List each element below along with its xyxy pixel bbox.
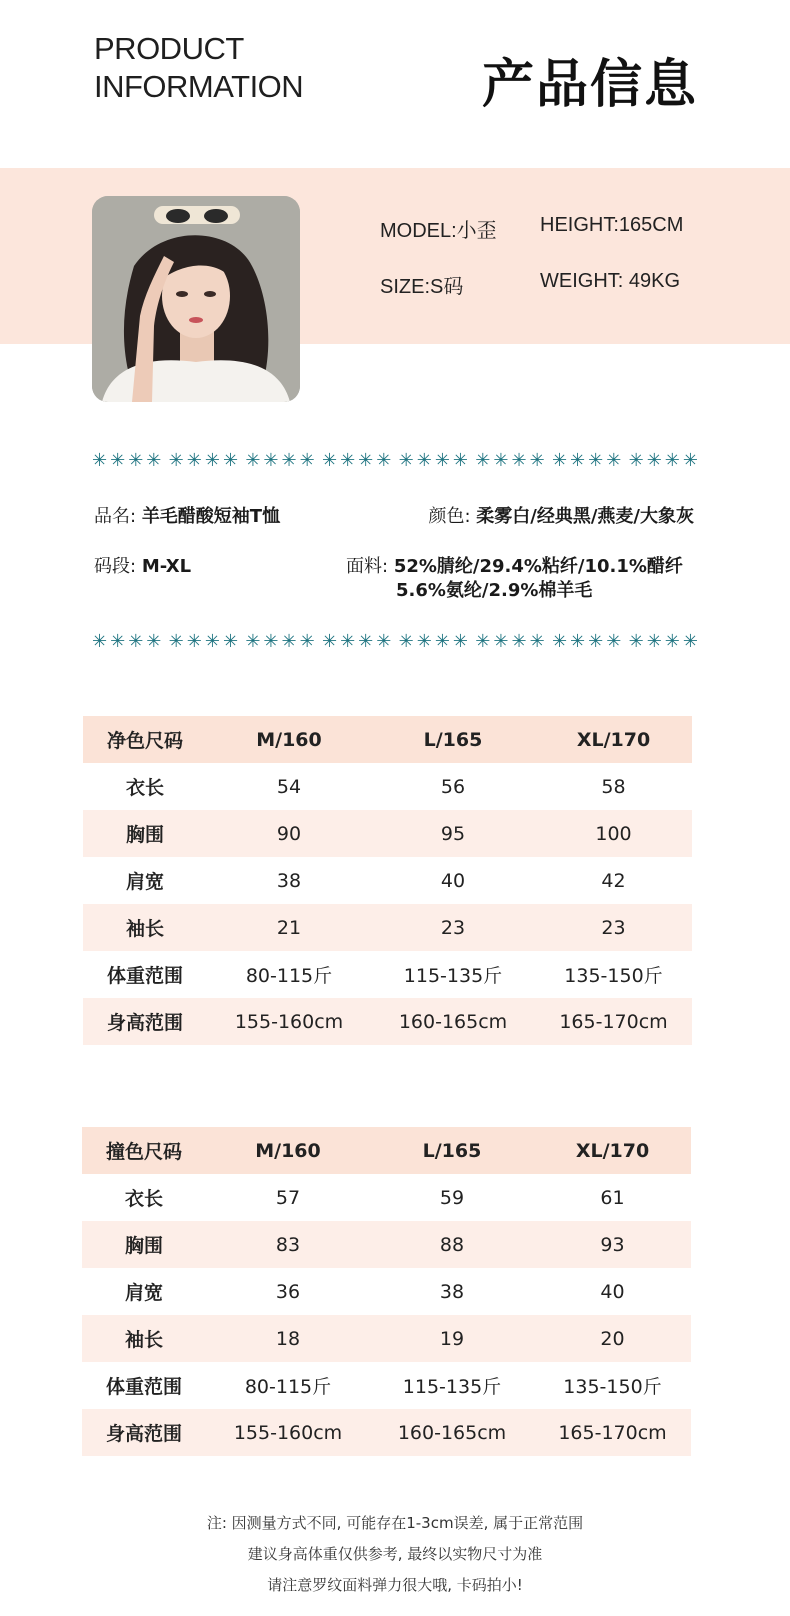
table-row-label: 胸围 bbox=[83, 810, 207, 857]
product-fabric-value-line2: 5.6%氨纶/2.9%棉羊毛 bbox=[396, 580, 593, 601]
star-icon: ✳ bbox=[168, 450, 184, 471]
star-icon: ✳ bbox=[376, 450, 392, 471]
star-icon: ✳ bbox=[186, 631, 202, 652]
star-icon: ✳ bbox=[358, 631, 374, 652]
table-header-size: M/160 bbox=[206, 1127, 370, 1174]
star-icon: ✳ bbox=[511, 450, 527, 471]
star-icon: ✳ bbox=[511, 631, 527, 652]
star-icon: ✳ bbox=[452, 450, 468, 471]
star-icon: ✳ bbox=[222, 450, 239, 471]
model-photo bbox=[92, 196, 300, 402]
star-icon: ✳ bbox=[529, 631, 545, 652]
star-icon: ✳ bbox=[340, 450, 356, 471]
star-icon: ✳ bbox=[281, 450, 297, 471]
table-cell: 59 bbox=[439, 1186, 465, 1209]
table-cell: 95 bbox=[371, 810, 535, 857]
star-icon: ✳ bbox=[416, 450, 432, 471]
table-cell: 100 bbox=[535, 810, 692, 857]
star-icon: ✳ bbox=[146, 450, 162, 471]
table-row bbox=[83, 904, 692, 951]
star-icon: ✳ bbox=[682, 450, 698, 471]
star-divider-top bbox=[92, 449, 698, 473]
star-group bbox=[245, 633, 314, 651]
note-rib-fabric: 请注意罗纹面料弹力很大哦, 卡码拍小! bbox=[267, 1576, 523, 1594]
star-icon: ✳ bbox=[606, 450, 622, 471]
table-header-row bbox=[82, 1127, 691, 1174]
table-row bbox=[82, 1268, 691, 1315]
star-icon: ✳ bbox=[321, 450, 338, 471]
star-icon: ✳ bbox=[168, 631, 184, 652]
table-row-label: 衣长 bbox=[124, 1188, 163, 1210]
title-english-line2: INFORMATION bbox=[94, 69, 304, 104]
star-icon: ✳ bbox=[128, 450, 144, 471]
table-cell: 61 bbox=[600, 1186, 625, 1209]
star-icon: ✳ bbox=[664, 450, 680, 471]
star-icon: ✳ bbox=[416, 631, 432, 652]
table-cell: 135-150斤 bbox=[563, 1376, 662, 1398]
table-cell: 90 bbox=[207, 810, 371, 857]
table-cell: 80-115斤 bbox=[245, 965, 333, 987]
table-cell: 40 bbox=[440, 869, 466, 892]
table-cell: 42 bbox=[601, 869, 626, 892]
star-icon: ✳ bbox=[340, 631, 356, 652]
product-fabric-value-line1: 52%腈纶/29.4%粘纤/10.1%醋纤 bbox=[393, 556, 683, 577]
table-row bbox=[82, 1315, 691, 1362]
star-icon: ✳ bbox=[299, 631, 315, 652]
table-cell: 38 bbox=[276, 869, 302, 892]
star-group bbox=[629, 452, 698, 470]
product-fabric-label: 面料: bbox=[346, 556, 389, 577]
star-icon: ✳ bbox=[606, 631, 622, 652]
note-reference: 建议身高体重仅供参考, 最终以实物尺寸为准 bbox=[247, 1545, 543, 1563]
star-icon: ✳ bbox=[570, 450, 586, 471]
table-cell: 160-165cm bbox=[371, 998, 535, 1045]
product-fabric-row bbox=[346, 552, 683, 578]
star-icon: ✳ bbox=[92, 631, 108, 652]
table-row bbox=[83, 810, 692, 857]
size-table-contrast bbox=[82, 1127, 691, 1456]
table-header-title: 净色尺码 bbox=[83, 716, 207, 763]
table-row bbox=[83, 998, 692, 1045]
table-row-label: 袖长 bbox=[83, 904, 207, 951]
table-row bbox=[82, 1362, 691, 1409]
star-icon: ✳ bbox=[263, 450, 279, 471]
table-cell: 135-150斤 bbox=[564, 965, 663, 987]
star-icon: ✳ bbox=[434, 450, 450, 471]
star-icon: ✳ bbox=[376, 631, 392, 652]
table-cell: 54 bbox=[276, 775, 302, 798]
star-icon: ✳ bbox=[646, 450, 662, 471]
table-row-label: 肩宽 bbox=[124, 1282, 163, 1304]
table-row-label: 衣长 bbox=[125, 777, 164, 799]
table-cell: 165-170cm bbox=[535, 998, 692, 1045]
star-icon: ✳ bbox=[398, 450, 414, 471]
product-color-label: 颜色: bbox=[428, 506, 471, 527]
star-icon: ✳ bbox=[529, 450, 545, 471]
table-cell: 57 bbox=[275, 1186, 301, 1209]
table-cell: 93 bbox=[534, 1221, 691, 1268]
table-cell: 80-115斤 bbox=[244, 1376, 332, 1398]
star-group bbox=[169, 633, 238, 651]
star-icon: ✳ bbox=[588, 631, 604, 652]
star-icon: ✳ bbox=[646, 631, 662, 652]
star-icon: ✳ bbox=[452, 631, 468, 652]
star-group bbox=[92, 452, 161, 470]
table-cell: 40 bbox=[600, 1280, 625, 1303]
star-icon: ✳ bbox=[92, 450, 108, 471]
star-group bbox=[475, 633, 544, 651]
star-icon: ✳ bbox=[664, 631, 680, 652]
table-header-size: L/165 bbox=[370, 1127, 534, 1174]
table-cell: 165-170cm bbox=[534, 1409, 691, 1456]
star-icon: ✳ bbox=[110, 631, 126, 652]
star-icon: ✳ bbox=[186, 450, 202, 471]
star-icon: ✳ bbox=[128, 631, 144, 652]
star-icon: ✳ bbox=[263, 631, 279, 652]
star-icon: ✳ bbox=[222, 631, 239, 652]
star-icon: ✳ bbox=[628, 450, 644, 471]
product-fabric-row-2 bbox=[396, 576, 592, 602]
table-cell: 20 bbox=[534, 1315, 691, 1362]
table-cell: 88 bbox=[370, 1221, 534, 1268]
model-name: MODEL:小歪 bbox=[380, 220, 497, 242]
table-row bbox=[82, 1174, 691, 1221]
model-weight: WEIGHT: 49KG bbox=[540, 270, 681, 292]
star-icon: ✳ bbox=[628, 631, 644, 652]
table-cell: 115-135斤 bbox=[402, 1376, 502, 1398]
table-cell: 83 bbox=[206, 1221, 370, 1268]
star-icon: ✳ bbox=[146, 631, 162, 652]
table-header-row bbox=[83, 716, 692, 763]
star-icon: ✳ bbox=[204, 631, 220, 652]
star-group bbox=[475, 452, 544, 470]
table-row bbox=[83, 763, 692, 810]
star-group bbox=[399, 633, 468, 651]
table-cell: 58 bbox=[601, 775, 626, 798]
table-header-title: 撞色尺码 bbox=[82, 1127, 206, 1174]
product-name-value: 羊毛醋酸短袖T恤 bbox=[141, 506, 281, 527]
table-row bbox=[83, 951, 692, 998]
star-icon: ✳ bbox=[321, 631, 338, 652]
table-row-label: 胸围 bbox=[82, 1221, 206, 1268]
table-cell: 21 bbox=[207, 904, 371, 951]
table-row-label: 肩宽 bbox=[125, 871, 164, 893]
product-name-label: 品名: bbox=[94, 506, 137, 527]
star-icon: ✳ bbox=[299, 450, 315, 471]
title-english bbox=[94, 30, 303, 106]
title-chinese: 产品信息 bbox=[481, 55, 698, 115]
star-icon: ✳ bbox=[245, 450, 261, 471]
star-icon: ✳ bbox=[682, 631, 698, 652]
star-icon: ✳ bbox=[281, 631, 297, 652]
star-icon: ✳ bbox=[434, 631, 450, 652]
star-icon: ✳ bbox=[493, 631, 509, 652]
table-row bbox=[83, 857, 692, 904]
star-icon: ✳ bbox=[245, 631, 261, 652]
star-icon: ✳ bbox=[398, 631, 414, 652]
star-icon: ✳ bbox=[588, 450, 604, 471]
star-group bbox=[629, 633, 698, 651]
table-header-size: L/165 bbox=[371, 716, 535, 763]
table-header-size: XL/170 bbox=[534, 1127, 691, 1174]
star-group bbox=[169, 452, 238, 470]
star-group bbox=[92, 633, 161, 651]
star-icon: ✳ bbox=[358, 450, 374, 471]
table-row-label: 体重范围 bbox=[106, 965, 183, 987]
model-portrait-illustration bbox=[92, 196, 300, 402]
size-table-solid bbox=[83, 716, 692, 1045]
table-row-label: 体重范围 bbox=[105, 1376, 182, 1398]
model-size: SIZE:S码 bbox=[380, 276, 464, 298]
table-cell: 23 bbox=[371, 904, 535, 951]
star-group bbox=[245, 452, 314, 470]
table-cell: 18 bbox=[206, 1315, 370, 1362]
table-cell: 23 bbox=[535, 904, 692, 951]
star-group bbox=[322, 452, 391, 470]
table-cell: 38 bbox=[439, 1280, 465, 1303]
product-size-label: 码段: bbox=[94, 556, 137, 577]
star-icon: ✳ bbox=[551, 450, 568, 471]
table-cell: 155-160cm bbox=[207, 998, 371, 1045]
product-color-value: 柔雾白/经典黑/燕麦/大象灰 bbox=[476, 506, 694, 527]
table-row bbox=[82, 1409, 691, 1456]
star-group bbox=[322, 633, 391, 651]
product-size-range-row bbox=[94, 552, 191, 578]
product-color-row bbox=[428, 502, 694, 528]
table-row-label: 身高范围 bbox=[83, 998, 207, 1045]
star-icon: ✳ bbox=[475, 631, 491, 652]
table-row-label: 袖长 bbox=[82, 1315, 206, 1362]
star-icon: ✳ bbox=[570, 631, 586, 652]
star-icon: ✳ bbox=[110, 450, 126, 471]
star-icon: ✳ bbox=[551, 631, 568, 652]
table-header-size: M/160 bbox=[207, 716, 371, 763]
star-divider-bottom bbox=[92, 630, 698, 654]
note-measurement: 注: 因测量方式不同, 可能存在1-3cm误差, 属于正常范围 bbox=[206, 1514, 584, 1532]
star-group bbox=[552, 633, 621, 651]
star-group bbox=[552, 452, 621, 470]
product-name-row bbox=[94, 502, 280, 528]
star-group bbox=[399, 452, 468, 470]
model-height: HEIGHT:165CM bbox=[540, 214, 684, 236]
table-cell: 56 bbox=[440, 775, 466, 798]
table-row bbox=[82, 1221, 691, 1268]
star-icon: ✳ bbox=[475, 450, 491, 471]
table-cell: 19 bbox=[370, 1315, 534, 1362]
table-cell: 36 bbox=[275, 1280, 301, 1303]
table-cell: 160-165cm bbox=[370, 1409, 534, 1456]
table-row-label: 身高范围 bbox=[82, 1409, 206, 1456]
star-icon: ✳ bbox=[204, 450, 220, 471]
product-size-value: M-XL bbox=[141, 556, 192, 577]
star-icon: ✳ bbox=[493, 450, 509, 471]
title-english-line1: PRODUCT bbox=[94, 31, 244, 66]
table-cell: 115-135斤 bbox=[403, 965, 503, 987]
table-cell: 155-160cm bbox=[206, 1409, 370, 1456]
table-header-size: XL/170 bbox=[535, 716, 692, 763]
